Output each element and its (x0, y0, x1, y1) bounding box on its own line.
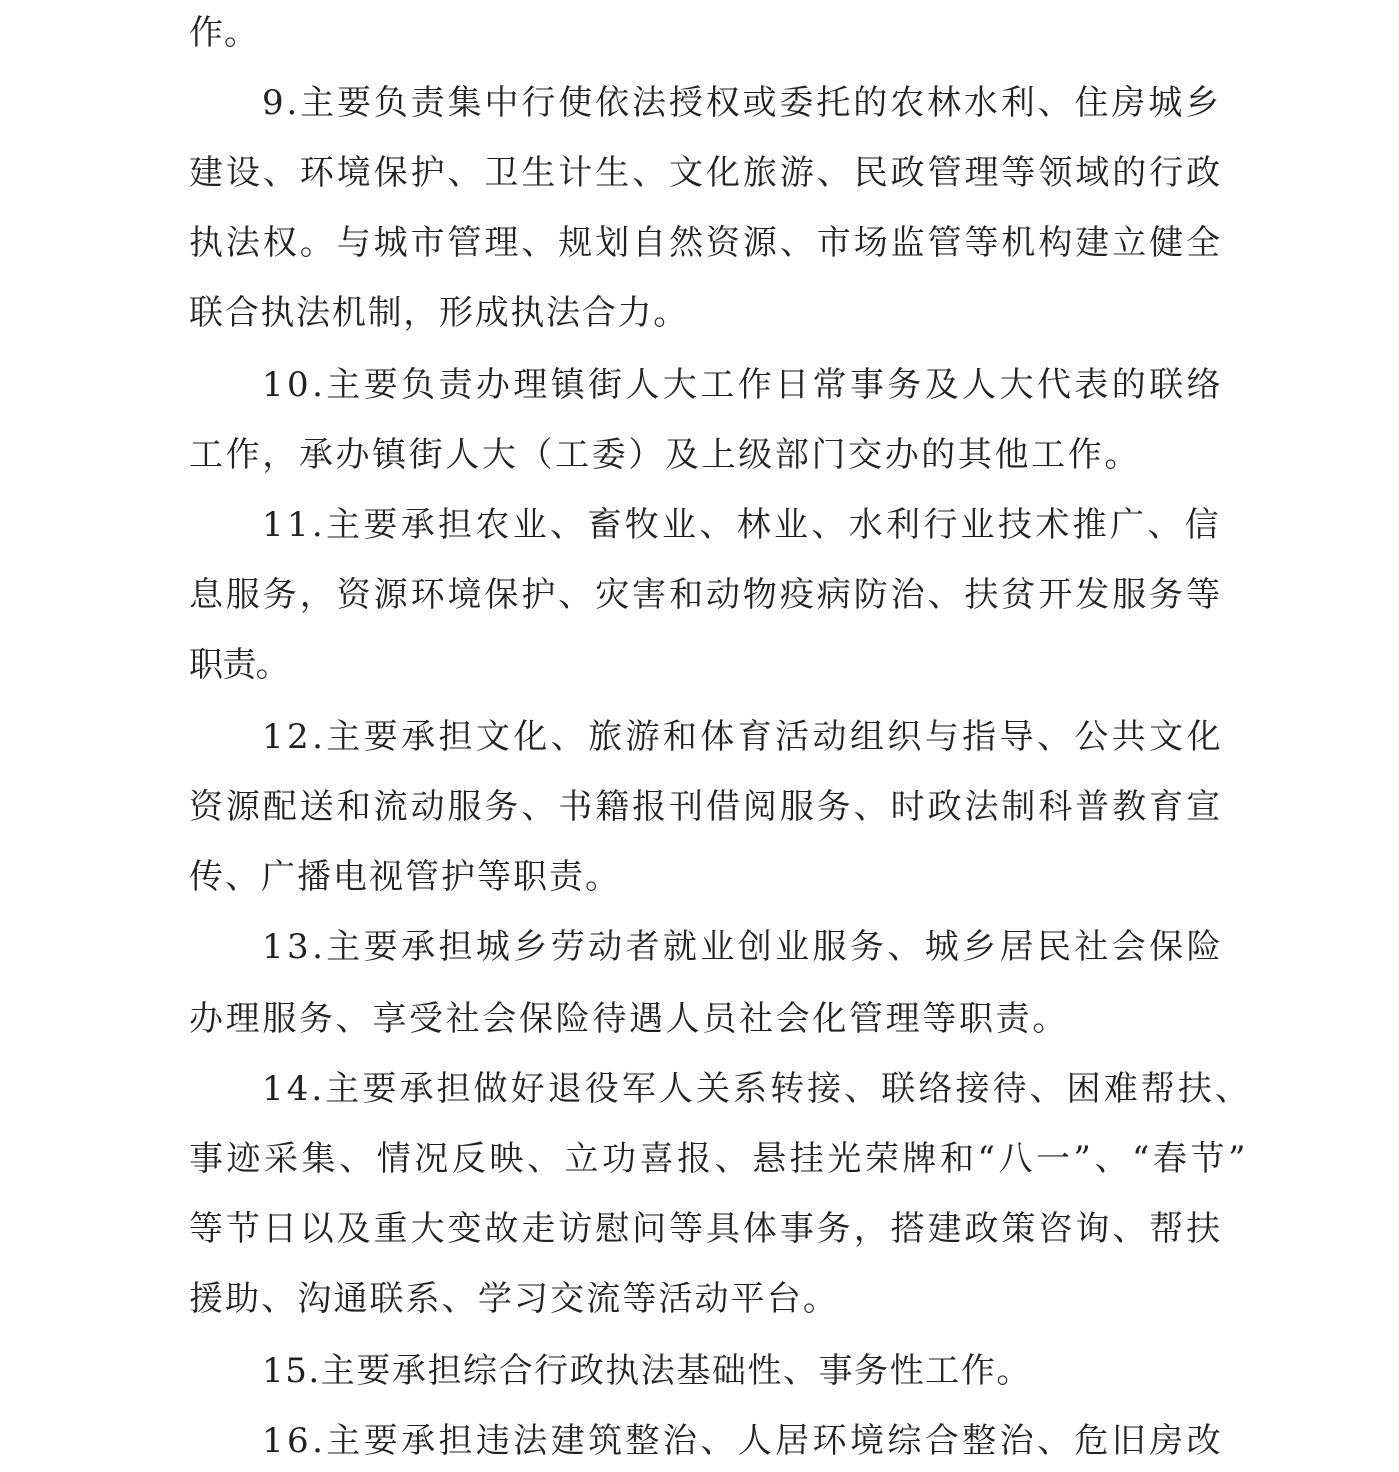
text-line: 12.主要承担文化、旅游和体育活动组织与指导、公共文化 (262, 717, 1224, 757)
text-line: 11.主要承担农业、畜牧业、林业、水利行业技术推广、信 (262, 505, 1222, 545)
text-line: 息服务，资源环境保护、灾害和动物疫病防治、扶贫开发服务等 (189, 575, 1223, 615)
text-line: 工作，承办镇街人大（工委）及上级部门交办的其他工作。 (189, 435, 1141, 475)
text-line: 9.主要负责集中行使依法授权或委托的农林水利、住房城乡 (262, 83, 1222, 123)
text-line: 13.主要承担城乡劳动者就业创业服务、城乡居民社会保险 (262, 927, 1224, 967)
text-line: 等节日以及重大变故走访慰问等具体事务，搭建政策咨询、帮扶 (189, 1209, 1223, 1249)
text-line: 10.主要负责办理镇街人大工作日常事务及人大代表的联络 (262, 365, 1224, 405)
text-line: 联合执法机制，形成执法合力。 (189, 293, 689, 333)
text-line: 事迹采集、情况反映、立功喜报、悬挂光荣牌和“八一”、“春节” (189, 1139, 1249, 1179)
text-line: 16.主要承担违法建筑整治、人居环境综合整治、危旧房改 (262, 1421, 1224, 1461)
text-line: 15.主要承担综合行政执法基础性、事务性工作。 (262, 1351, 1032, 1391)
text-line: 办理服务、享受社会保险待遇人员社会化管理等职责。 (189, 999, 1069, 1039)
text-line: 14.主要承担做好退役军人关系转接、联络接待、困难帮扶、 (262, 1069, 1252, 1109)
text-line: 执法权。与城市管理、规划自然资源、市场监管等机构建立健全 (189, 223, 1223, 263)
text-line: 传、广播电视管护等职责。 (189, 857, 621, 897)
text-line: 建设、环境保护、卫生计生、文化旅游、民政管理等领域的行政 (189, 153, 1223, 193)
text-line: 职责。 (189, 645, 289, 685)
text-line: 援助、沟通联系、学习交流等活动平台。 (189, 1279, 839, 1319)
text-line: 作。 (189, 13, 259, 53)
text-line: 资源配送和流动服务、书籍报刊借阅服务、时政法制科普教育宣 (189, 787, 1223, 827)
